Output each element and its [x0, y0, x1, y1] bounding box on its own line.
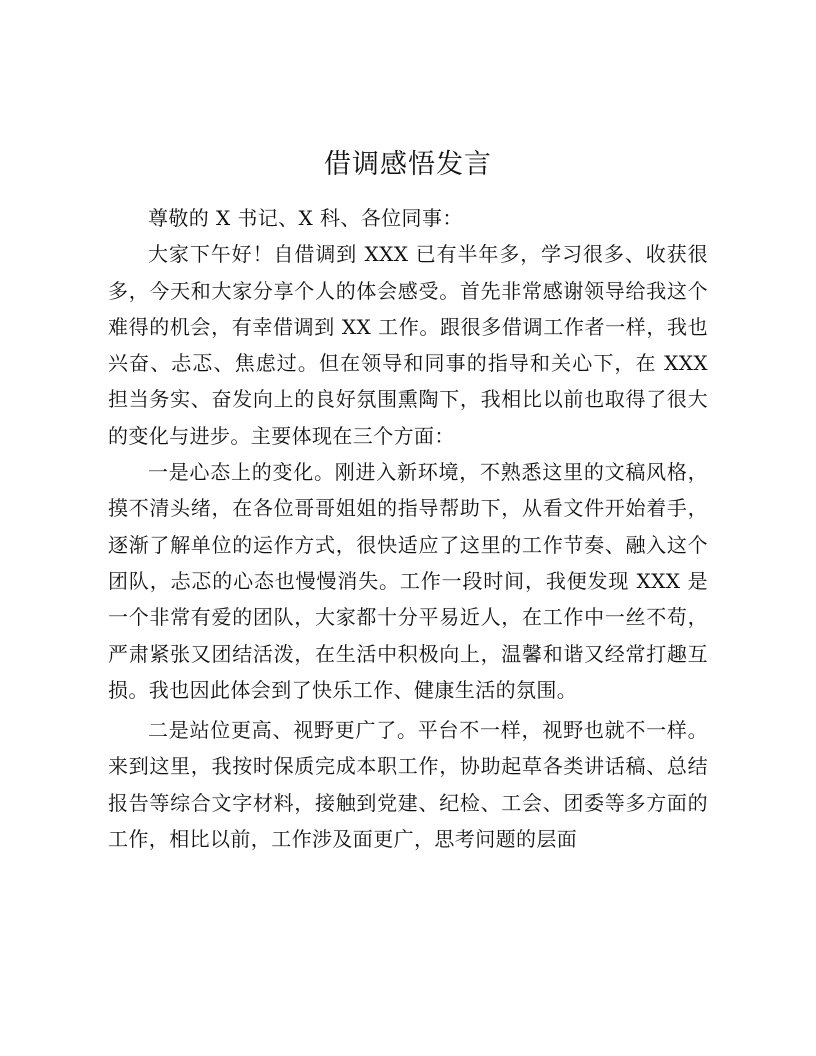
document-body — [108, 200, 708, 857]
paragraph-broader-view: 二是站位更高、视野更广了。平台不一样，视野也就不一样。来到这里，我按时保质完成本职工作，协助起草各类讲话稿、总结报告等综合文字材料，接触到党建、纪检、工会、团委等多方面的工作，相比以前，工作涉及面更广，思考问题的层面 — [108, 718, 708, 852]
paragraph-mindset-change: 一是心态上的变化。刚进入新环境，不熟悉这里的文稿风格，摸不清头绪，在各位哥哥姐姐的指导帮助下，从看文件开始着手，逐渐了解单位的运作方式，很快适应了这里的工作节奏、融入这个团队，忐忑的心态也慢慢消失。工作一段时间，我便发现 XXX 是一个非常有爱的团队，大家都十分平易近人，在工作中一丝不苟，严肃紧张又团结活泼，在生活中积极向上，温馨和谐又经常打趣互损。我也因此体会到了快乐工作、健康生活的氛围。 — [108, 460, 708, 702]
salutation: 尊敬的 X 书记、X 科、各位同事： — [148, 206, 463, 230]
paragraph-intro: 大家下午好！自借调到 XXX 已有半年多，学习很多、收获很多，今天和大家分享个人的体会感受。首先非常感谢领导给我这个难得的机会，有幸借调到 XX 工作。跟很多借调工作者一样，我也兴奋、忐忑、焦虑过。但在领导和同事的指导和关心下，在 XXX 担当务实、奋发向上的良好氛围熏陶下，我相比以前也取得了很大的变化与进步。主要体现在三个方面： — [108, 242, 708, 448]
document-title: 借调感悟发言 — [324, 149, 492, 180]
